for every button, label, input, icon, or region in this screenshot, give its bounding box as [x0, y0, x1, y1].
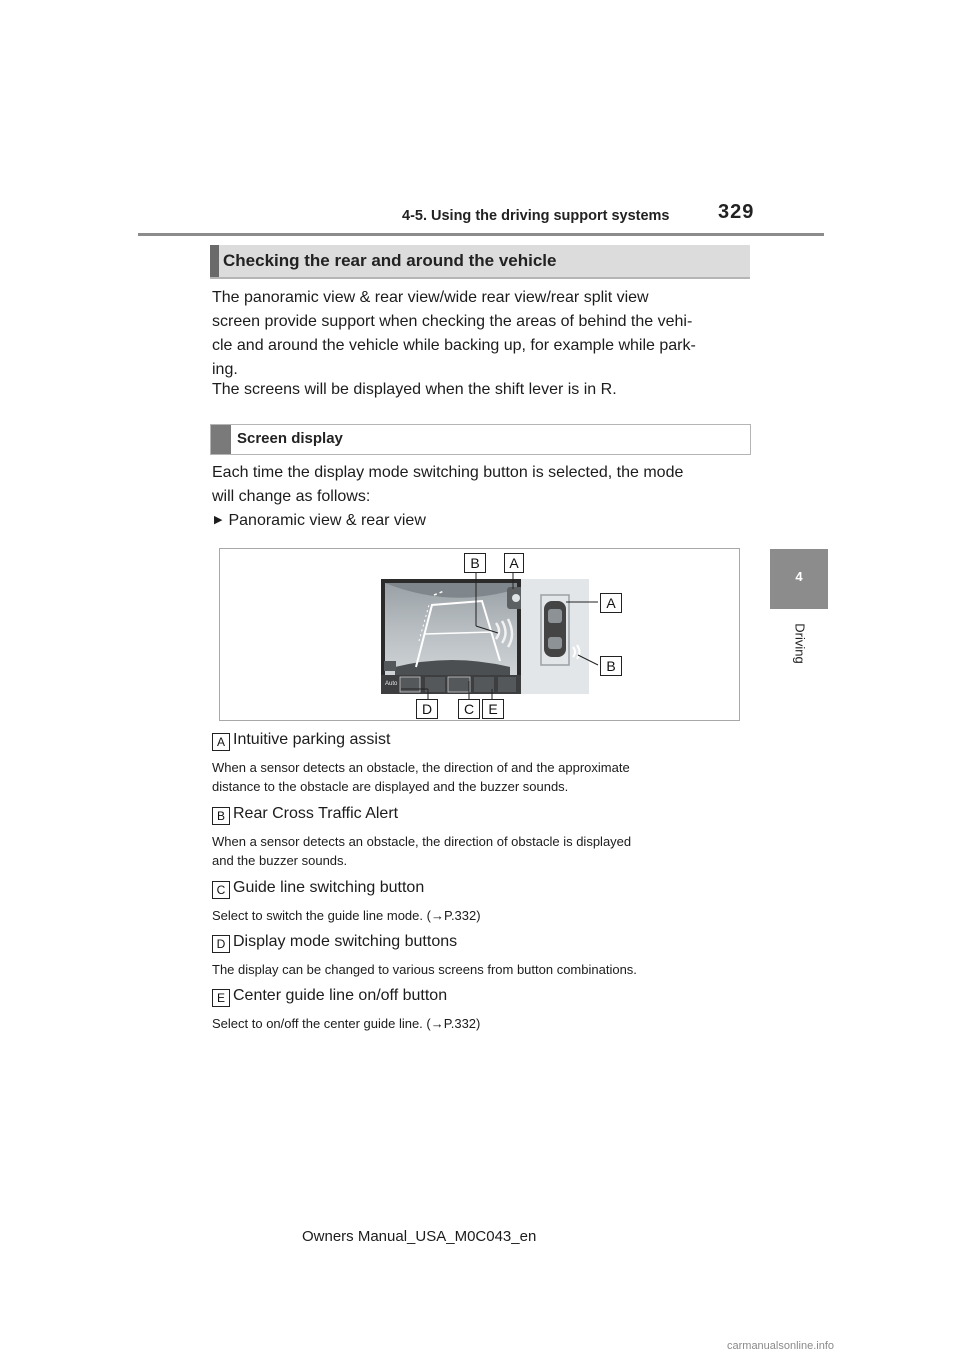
footer-text: Owners Manual_USA_M0C043_en — [302, 1228, 537, 1245]
vehicle-top-rear-window — [548, 637, 562, 649]
sensor-indicator-dot — [512, 594, 520, 602]
legend-key-d: D — [212, 935, 230, 953]
intro-line: The panoramic view & rear view/wide rear view/rear split view — [212, 289, 649, 306]
mode-line: Each time the display mode switching button is selected, the mode — [212, 464, 684, 481]
legend-key-a: A — [212, 733, 230, 751]
screen-illustration — [220, 549, 741, 722]
legend-desc-d: The display can be changed to various screens from button combinations. — [212, 962, 637, 977]
intro-line: screen provide support when checking the areas of behind the vehi- — [212, 313, 693, 330]
back-button — [384, 661, 396, 671]
legend-desc-a: When a sensor detects an obstacle, the direction of and the approximate distance to the obstacle are displayed and the buzzer sounds. — [212, 760, 630, 794]
mode-bullet — [214, 512, 426, 530]
page-number: 329 — [718, 201, 755, 223]
subsection-heading-bar — [211, 425, 231, 454]
figure-frame — [219, 548, 740, 721]
display-mode-button — [400, 677, 420, 692]
legend-label-a: Intuitive parking assist — [233, 731, 391, 748]
callout-c: C — [458, 699, 480, 719]
screen-button — [498, 677, 516, 692]
running-header: 4-5. Using the driving support systems — [402, 208, 670, 224]
vehicle-top-windshield — [548, 609, 562, 623]
triangle-bullet-icon: ▶ — [214, 514, 223, 526]
section-heading — [210, 245, 750, 279]
legend-desc-e: Select to on/off the center guide line. (→P.332) — [212, 1016, 481, 1031]
center-line-button — [474, 677, 494, 692]
legend-label-e: Center guide line on/off button — [233, 987, 448, 1004]
callout-d: D — [416, 699, 438, 719]
legend-key-c: C — [212, 881, 230, 899]
legend-desc-b: When a sensor detects an obstacle, the direction of obstacle is displayed and the buzzer sounds. — [212, 834, 632, 868]
intro-paragraph — [212, 286, 696, 382]
callout-a-right: A — [600, 593, 622, 613]
legend-label-d: Display mode switching buttons — [233, 933, 458, 950]
legend-key-e: E — [212, 989, 230, 1007]
callout-b-top: B — [464, 553, 486, 573]
subsection-heading — [210, 424, 751, 455]
callout-e: E — [482, 699, 504, 719]
section-heading-text: Checking the rear and around the vehicle — [223, 251, 557, 270]
section-heading-bar — [210, 245, 219, 277]
legend-key-b: B — [212, 807, 230, 825]
chapter-tab-label-text: Driving — [792, 622, 808, 664]
guide-line-switch-button — [448, 677, 470, 692]
legend-desc-c: Select to switch the guide line mode. (→P.332) — [212, 908, 481, 923]
chapter-tab-label — [772, 615, 828, 671]
legend-label-c: Guide line switching button — [233, 879, 425, 896]
mode-line: will change as follows: — [212, 488, 371, 505]
intro-line: ing. — [212, 361, 238, 378]
mode-bullet-text: Panoramic view & rear view — [228, 512, 426, 529]
header-rule — [138, 233, 824, 236]
intro-line: cle and around the vehicle while backing up, for example while park- — [212, 337, 696, 354]
mode-paragraph — [212, 461, 683, 509]
chapter-tab-number: 4 — [770, 549, 828, 609]
subsection-heading-text: Screen display — [237, 430, 343, 447]
shift-note: The screens will be displayed when the shift lever is in R. — [212, 381, 617, 398]
callout-a-top: A — [504, 553, 524, 573]
callout-b-right: B — [600, 656, 622, 676]
legend-label-b: Rear Cross Traffic Alert — [233, 805, 399, 822]
watermark: carmanualsonline.info — [727, 1340, 835, 1352]
screen-auto-chip: Auto — [385, 681, 398, 687]
